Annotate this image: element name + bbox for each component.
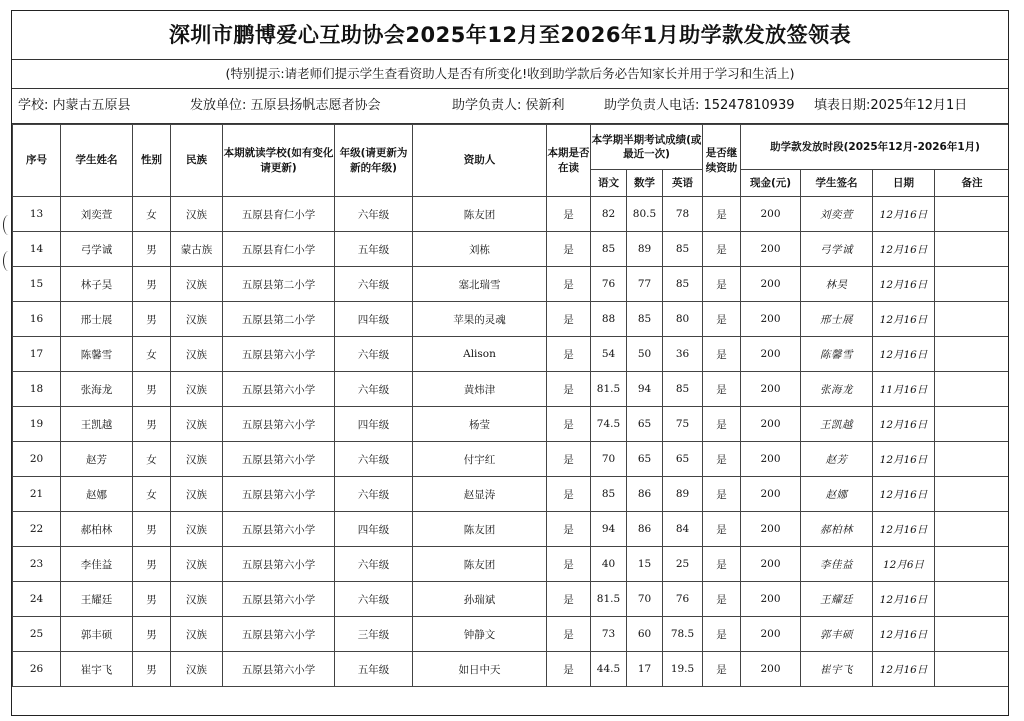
cell-cash: 200 xyxy=(741,582,801,617)
cell-remarks xyxy=(935,407,1009,442)
cell-math: 86 xyxy=(627,512,663,547)
cell-enrolled: 是 xyxy=(547,267,591,302)
cell-no: 16 xyxy=(13,302,61,337)
cell-continue: 是 xyxy=(703,582,741,617)
cell-remarks xyxy=(935,477,1009,512)
cell-ethnicity: 汉族 xyxy=(171,442,223,477)
cell-chinese: 94 xyxy=(591,512,627,547)
cell-school: 五原县第六小学 xyxy=(223,547,335,582)
cell-sponsor: 赵显涛 xyxy=(413,477,547,512)
handwritten-signature: 弓学诚 xyxy=(801,232,873,267)
cell-remarks xyxy=(935,442,1009,477)
handwritten-date: 12月16日 xyxy=(873,477,935,512)
cell-grade: 六年级 xyxy=(335,267,413,302)
header-enrolled: 本期是否在读 xyxy=(547,125,591,197)
cell-cash: 200 xyxy=(741,442,801,477)
cell-remarks xyxy=(935,337,1009,372)
cell-ethnicity: 汉族 xyxy=(171,302,223,337)
cell-cash: 200 xyxy=(741,477,801,512)
cell-english: 25 xyxy=(663,547,703,582)
cell-sponsor: 如日中天 xyxy=(413,652,547,687)
cell-ethnicity: 汉族 xyxy=(171,617,223,652)
cell-name: 赵芳 xyxy=(61,442,133,477)
cell-chinese: 81.5 xyxy=(591,372,627,407)
cell-cash: 200 xyxy=(741,617,801,652)
handwritten-date: 12月16日 xyxy=(873,652,935,687)
cell-grade: 四年级 xyxy=(335,512,413,547)
cell-english: 78 xyxy=(663,197,703,232)
cell-grade: 五年级 xyxy=(335,232,413,267)
cell-chinese: 40 xyxy=(591,547,627,582)
form-title: 深圳市鹏博爱心互助协会2025年12月至2026年1月助学款发放签领表 xyxy=(12,11,1008,60)
cell-chinese: 81.5 xyxy=(591,582,627,617)
cell-school: 五原县第六小学 xyxy=(223,442,335,477)
cell-enrolled: 是 xyxy=(547,512,591,547)
cell-no: 18 xyxy=(13,372,61,407)
handwritten-signature: 刘奕萱 xyxy=(801,197,873,232)
cell-enrolled: 是 xyxy=(547,302,591,337)
header-gender: 性别 xyxy=(133,125,171,197)
cell-math: 70 xyxy=(627,582,663,617)
cell-sponsor: 黄炜津 xyxy=(413,372,547,407)
cell-ethnicity: 汉族 xyxy=(171,512,223,547)
table-row xyxy=(13,232,1010,267)
cell-cash: 200 xyxy=(741,267,801,302)
cell-continue: 是 xyxy=(703,197,741,232)
handwritten-signature: 崔宇飞 xyxy=(801,652,873,687)
cell-sponsor: 杨莹 xyxy=(413,407,547,442)
table-row xyxy=(13,267,1010,302)
school-info: 学校: 内蒙古五原县 xyxy=(18,98,131,113)
cell-ethnicity: 汉族 xyxy=(171,337,223,372)
handwritten-signature: 郝柏林 xyxy=(801,512,873,547)
cell-math: 60 xyxy=(627,617,663,652)
cell-gender: 男 xyxy=(133,582,171,617)
cell-math: 85 xyxy=(627,302,663,337)
cell-cash: 200 xyxy=(741,512,801,547)
table-row xyxy=(13,302,1010,337)
cell-chinese: 85 xyxy=(591,477,627,512)
table-row xyxy=(13,477,1010,512)
cell-no: 14 xyxy=(13,232,61,267)
cell-math: 15 xyxy=(627,547,663,582)
cell-grade: 六年级 xyxy=(335,442,413,477)
handwritten-signature: 张海龙 xyxy=(801,372,873,407)
cell-cash: 200 xyxy=(741,302,801,337)
cell-grade: 四年级 xyxy=(335,302,413,337)
cell-name: 张海龙 xyxy=(61,372,133,407)
cell-school: 五原县第二小学 xyxy=(223,302,335,337)
cell-chinese: 74.5 xyxy=(591,407,627,442)
disbursement-table xyxy=(12,124,1009,687)
handwritten-date: 12月16日 xyxy=(873,407,935,442)
handwritten-date: 12月6日 xyxy=(873,547,935,582)
cell-english: 85 xyxy=(663,372,703,407)
cell-chinese: 76 xyxy=(591,267,627,302)
cell-continue: 是 xyxy=(703,512,741,547)
cell-math: 94 xyxy=(627,372,663,407)
header-english: 英语 xyxy=(663,170,703,197)
cell-remarks xyxy=(935,267,1009,302)
cell-ethnicity: 汉族 xyxy=(171,407,223,442)
cell-gender: 女 xyxy=(133,197,171,232)
signature-form-sheet xyxy=(11,10,1009,716)
cell-sponsor: 陈友团 xyxy=(413,512,547,547)
cell-grade: 六年级 xyxy=(335,582,413,617)
cell-no: 25 xyxy=(13,617,61,652)
cell-sponsor: 付宇红 xyxy=(413,442,547,477)
cell-gender: 男 xyxy=(133,232,171,267)
cell-english: 19.5 xyxy=(663,652,703,687)
cell-enrolled: 是 xyxy=(547,477,591,512)
cell-name: 李佳益 xyxy=(61,547,133,582)
cell-remarks xyxy=(935,372,1009,407)
special-notice: (特别提示:请老师们提示学生查看资助人是否有所变化!收到助学款后务必告知家长并用于学习和生活上) xyxy=(12,60,1008,89)
cell-school: 五原县育仁小学 xyxy=(223,197,335,232)
cell-name: 王耀廷 xyxy=(61,582,133,617)
cell-gender: 男 xyxy=(133,652,171,687)
cell-english: 65 xyxy=(663,442,703,477)
handwritten-signature: 郭丰硕 xyxy=(801,617,873,652)
cell-remarks xyxy=(935,512,1009,547)
cell-english: 80 xyxy=(663,302,703,337)
table-row xyxy=(13,547,1010,582)
cell-remarks xyxy=(935,302,1009,337)
cell-gender: 男 xyxy=(133,547,171,582)
cell-grade: 五年级 xyxy=(335,652,413,687)
header-school: 本期就读学校(如有变化请更新) xyxy=(223,125,335,197)
cell-gender: 男 xyxy=(133,267,171,302)
cell-enrolled: 是 xyxy=(547,442,591,477)
table-row xyxy=(13,617,1010,652)
cell-cash: 200 xyxy=(741,197,801,232)
header-cash: 现金(元) xyxy=(741,170,801,197)
cell-cash: 200 xyxy=(741,652,801,687)
cell-name: 郝柏林 xyxy=(61,512,133,547)
cell-chinese: 73 xyxy=(591,617,627,652)
cell-school: 五原县第六小学 xyxy=(223,617,335,652)
cell-gender: 男 xyxy=(133,302,171,337)
handwritten-date: 12月16日 xyxy=(873,232,935,267)
cell-english: 85 xyxy=(663,267,703,302)
cell-no: 17 xyxy=(13,337,61,372)
header-math: 数学 xyxy=(627,170,663,197)
cell-sponsor: Alison xyxy=(413,337,547,372)
cell-no: 21 xyxy=(13,477,61,512)
cell-no: 15 xyxy=(13,267,61,302)
handwritten-date: 12月16日 xyxy=(873,442,935,477)
header-grade: 年级(请更新为新的年级) xyxy=(335,125,413,197)
cell-name: 林子昊 xyxy=(61,267,133,302)
cell-name: 郭丰硕 xyxy=(61,617,133,652)
cell-gender: 男 xyxy=(133,512,171,547)
cell-name: 王凯越 xyxy=(61,407,133,442)
handwritten-signature: 王凯越 xyxy=(801,407,873,442)
cell-continue: 是 xyxy=(703,302,741,337)
cell-gender: 女 xyxy=(133,442,171,477)
cell-sponsor: 塞北瑞雪 xyxy=(413,267,547,302)
cell-school: 五原县第六小学 xyxy=(223,407,335,442)
handwritten-signature: 赵芳 xyxy=(801,442,873,477)
cell-cash: 200 xyxy=(741,337,801,372)
cell-no: 23 xyxy=(13,547,61,582)
table-row xyxy=(13,197,1010,232)
cell-math: 65 xyxy=(627,442,663,477)
cell-school: 五原县第六小学 xyxy=(223,512,335,547)
cell-chinese: 85 xyxy=(591,232,627,267)
cell-school: 五原县第六小学 xyxy=(223,652,335,687)
cell-cash: 200 xyxy=(741,232,801,267)
header-ethnicity: 民族 xyxy=(171,125,223,197)
cell-enrolled: 是 xyxy=(547,617,591,652)
cell-name: 邢士展 xyxy=(61,302,133,337)
header-remarks: 备注 xyxy=(935,170,1009,197)
cell-remarks xyxy=(935,232,1009,267)
cell-remarks xyxy=(935,652,1009,687)
table-row xyxy=(13,372,1010,407)
cell-sponsor: 钟静文 xyxy=(413,617,547,652)
cell-continue: 是 xyxy=(703,407,741,442)
cell-continue: 是 xyxy=(703,442,741,477)
cell-english: 36 xyxy=(663,337,703,372)
header-sponsor: 资助人 xyxy=(413,125,547,197)
cell-chinese: 70 xyxy=(591,442,627,477)
cell-english: 89 xyxy=(663,477,703,512)
handwritten-date: 12月16日 xyxy=(873,267,935,302)
cell-remarks xyxy=(935,617,1009,652)
cell-no: 24 xyxy=(13,582,61,617)
cell-grade: 六年级 xyxy=(335,197,413,232)
header-no: 序号 xyxy=(13,125,61,197)
cell-math: 17 xyxy=(627,652,663,687)
header-scores: 本学期半期考试成绩(或最近一次) xyxy=(591,125,703,170)
cell-enrolled: 是 xyxy=(547,652,591,687)
cell-gender: 女 xyxy=(133,477,171,512)
cell-school: 五原县育仁小学 xyxy=(223,232,335,267)
cell-english: 78.5 xyxy=(663,617,703,652)
cell-cash: 200 xyxy=(741,407,801,442)
cell-chinese: 82 xyxy=(591,197,627,232)
table-row xyxy=(13,442,1010,477)
cell-school: 五原县第六小学 xyxy=(223,477,335,512)
cell-grade: 六年级 xyxy=(335,477,413,512)
cell-ethnicity: 汉族 xyxy=(171,372,223,407)
cell-chinese: 88 xyxy=(591,302,627,337)
cell-math: 77 xyxy=(627,267,663,302)
cell-continue: 是 xyxy=(703,372,741,407)
handwritten-signature: 林昊 xyxy=(801,267,873,302)
cell-enrolled: 是 xyxy=(547,582,591,617)
handwritten-signature: 李佳益 xyxy=(801,547,873,582)
cell-math: 80.5 xyxy=(627,197,663,232)
cell-remarks xyxy=(935,582,1009,617)
handwritten-signature: 陈馨雪 xyxy=(801,337,873,372)
cell-ethnicity: 蒙古族 xyxy=(171,232,223,267)
table-body xyxy=(13,197,1010,687)
handwritten-signature: 王耀廷 xyxy=(801,582,873,617)
cell-no: 26 xyxy=(13,652,61,687)
cell-math: 65 xyxy=(627,407,663,442)
cell-ethnicity: 汉族 xyxy=(171,547,223,582)
cell-chinese: 54 xyxy=(591,337,627,372)
cell-grade: 六年级 xyxy=(335,372,413,407)
cell-gender: 女 xyxy=(133,337,171,372)
cell-no: 22 xyxy=(13,512,61,547)
cell-ethnicity: 汉族 xyxy=(171,197,223,232)
cell-ethnicity: 汉族 xyxy=(171,267,223,302)
cell-math: 86 xyxy=(627,477,663,512)
cell-grade: 四年级 xyxy=(335,407,413,442)
cell-math: 89 xyxy=(627,232,663,267)
cell-school: 五原县第六小学 xyxy=(223,582,335,617)
cell-grade: 六年级 xyxy=(335,547,413,582)
header-name: 学生姓名 xyxy=(61,125,133,197)
cell-name: 弓学诚 xyxy=(61,232,133,267)
cell-ethnicity: 汉族 xyxy=(171,477,223,512)
cell-sponsor: 孙瑞斌 xyxy=(413,582,547,617)
cell-gender: 男 xyxy=(133,617,171,652)
cell-enrolled: 是 xyxy=(547,337,591,372)
handwritten-date: 12月16日 xyxy=(873,512,935,547)
cell-name: 赵娜 xyxy=(61,477,133,512)
cell-remarks xyxy=(935,197,1009,232)
cell-enrolled: 是 xyxy=(547,407,591,442)
cell-math: 50 xyxy=(627,337,663,372)
cell-cash: 200 xyxy=(741,372,801,407)
handwritten-signature: 赵娜 xyxy=(801,477,873,512)
cell-enrolled: 是 xyxy=(547,547,591,582)
cell-remarks xyxy=(935,547,1009,582)
phone-info: 助学负责人电话: 15247810939 xyxy=(604,98,795,113)
cell-ethnicity: 汉族 xyxy=(171,582,223,617)
header-payment-period: 助学款发放时段(2025年12月-2026年1月) xyxy=(741,125,1009,170)
cell-english: 85 xyxy=(663,232,703,267)
cell-grade: 三年级 xyxy=(335,617,413,652)
table-row xyxy=(13,652,1010,687)
handwritten-date: 12月16日 xyxy=(873,617,935,652)
cell-cash: 200 xyxy=(741,547,801,582)
fill-date-info: 填表日期:2025年12月1日 xyxy=(814,98,968,113)
cell-name: 陈馨雪 xyxy=(61,337,133,372)
cell-sponsor: 苹果的灵魂 xyxy=(413,302,547,337)
cell-continue: 是 xyxy=(703,617,741,652)
cell-sponsor: 陈友团 xyxy=(413,547,547,582)
cell-continue: 是 xyxy=(703,652,741,687)
handwritten-date: 12月16日 xyxy=(873,197,935,232)
table-row xyxy=(13,512,1010,547)
cell-gender: 男 xyxy=(133,407,171,442)
cell-name: 刘奕萱 xyxy=(61,197,133,232)
issuer-info: 发放单位: 五原县扬帆志愿者协会 xyxy=(190,98,381,113)
cell-no: 13 xyxy=(13,197,61,232)
header-signature: 学生签名 xyxy=(801,170,873,197)
manager-info: 助学负责人: 侯新利 xyxy=(452,98,565,113)
cell-no: 19 xyxy=(13,407,61,442)
handwritten-date: 12月16日 xyxy=(873,302,935,337)
handwritten-date: 11月16日 xyxy=(873,372,935,407)
header-chinese: 语文 xyxy=(591,170,627,197)
cell-no: 20 xyxy=(13,442,61,477)
cell-school: 五原县第六小学 xyxy=(223,372,335,407)
handwritten-date: 12月16日 xyxy=(873,582,935,617)
handwritten-date: 12月16日 xyxy=(873,337,935,372)
info-line xyxy=(12,89,1008,124)
cell-english: 75 xyxy=(663,407,703,442)
cell-continue: 是 xyxy=(703,547,741,582)
table-row xyxy=(13,337,1010,372)
cell-enrolled: 是 xyxy=(547,232,591,267)
table-row xyxy=(13,407,1010,442)
cell-enrolled: 是 xyxy=(547,372,591,407)
cell-name: 崔宇飞 xyxy=(61,652,133,687)
cell-ethnicity: 汉族 xyxy=(171,652,223,687)
cell-chinese: 44.5 xyxy=(591,652,627,687)
cell-school: 五原县第二小学 xyxy=(223,267,335,302)
cell-english: 84 xyxy=(663,512,703,547)
cell-school: 五原县第六小学 xyxy=(223,337,335,372)
header-continue: 是否继续资助 xyxy=(703,125,741,197)
cell-sponsor: 刘栋 xyxy=(413,232,547,267)
cell-gender: 男 xyxy=(133,372,171,407)
handwritten-signature: 邢士展 xyxy=(801,302,873,337)
cell-continue: 是 xyxy=(703,477,741,512)
header-date: 日期 xyxy=(873,170,935,197)
cell-grade: 六年级 xyxy=(335,337,413,372)
cell-english: 76 xyxy=(663,582,703,617)
cell-sponsor: 陈友团 xyxy=(413,197,547,232)
cell-continue: 是 xyxy=(703,232,741,267)
table-row xyxy=(13,582,1010,617)
cell-continue: 是 xyxy=(703,267,741,302)
cell-continue: 是 xyxy=(703,337,741,372)
cell-enrolled: 是 xyxy=(547,197,591,232)
